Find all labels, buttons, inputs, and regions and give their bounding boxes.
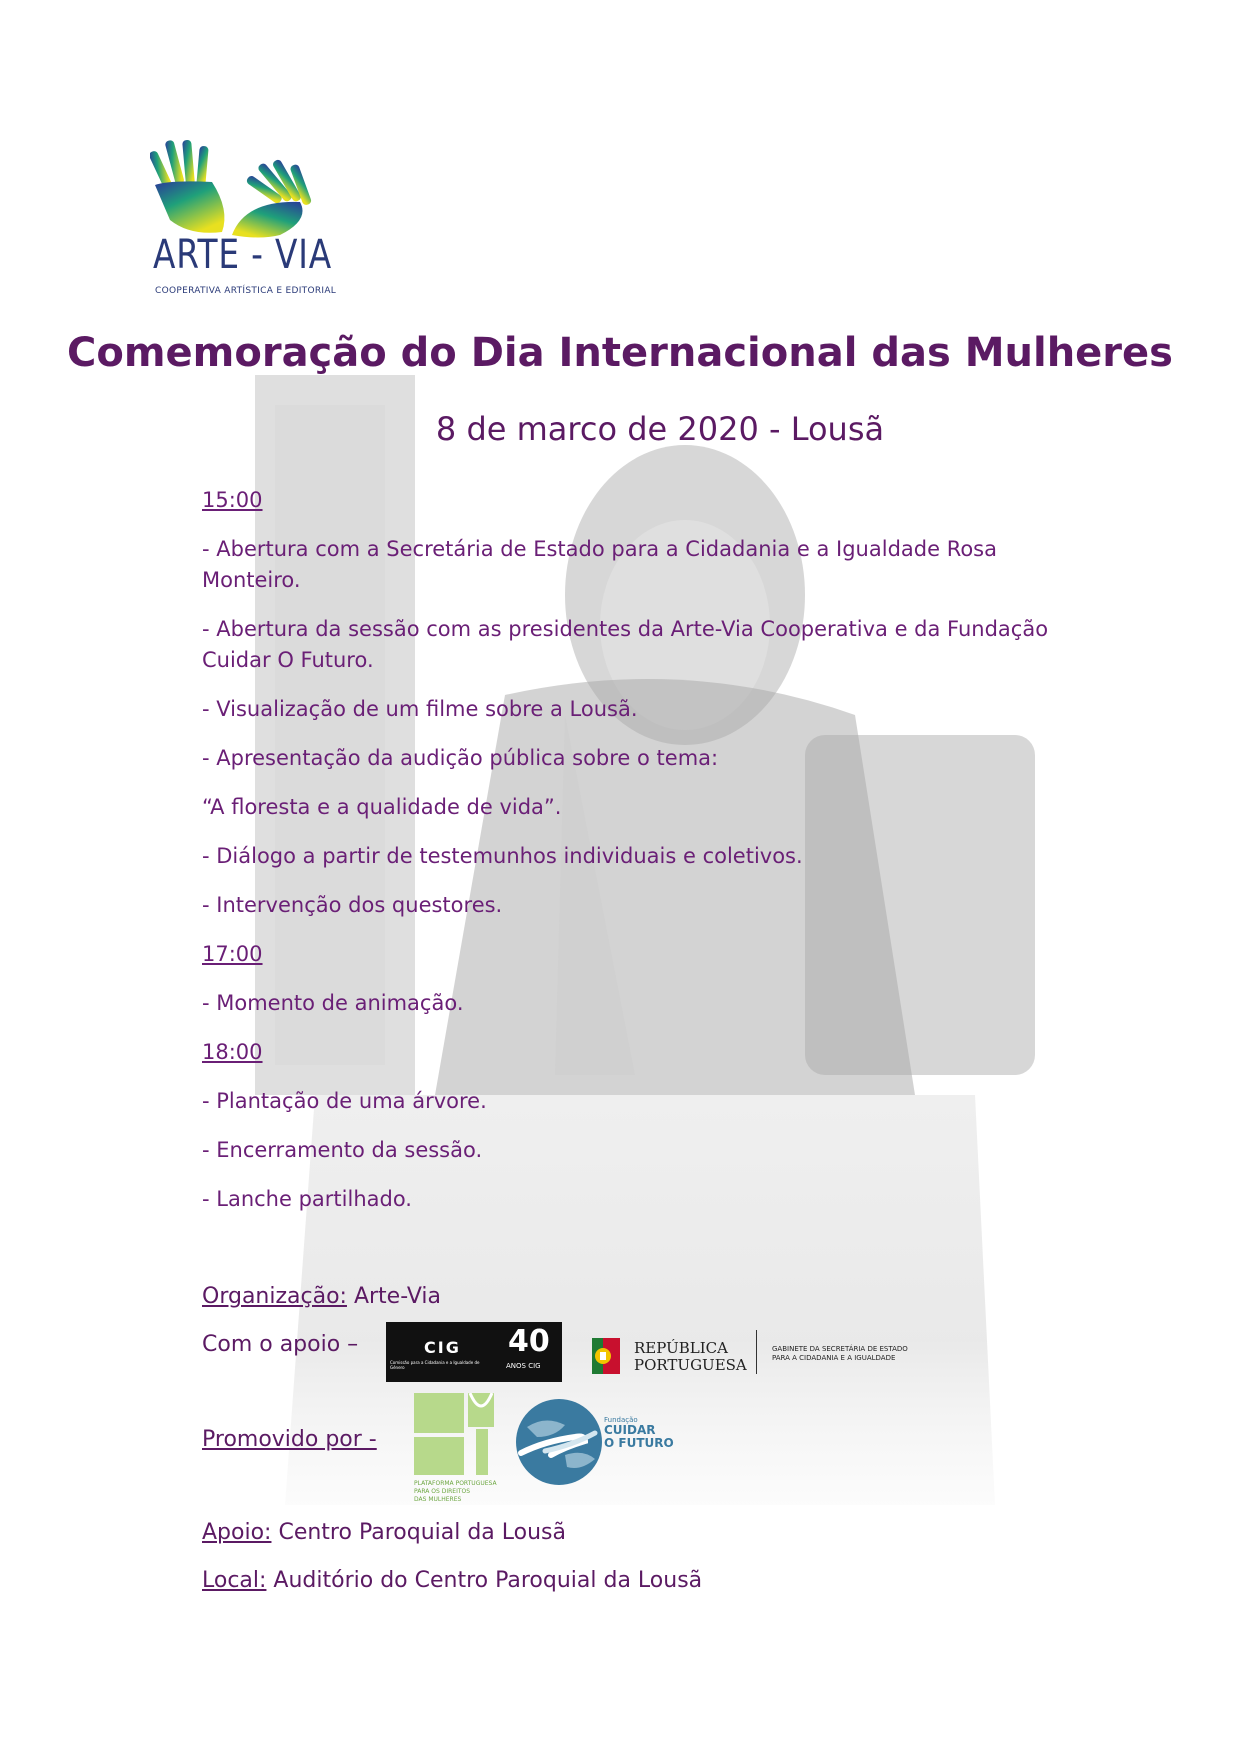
program-item: - Diálogo a partir de testemunhos individuais e coletivos.	[202, 844, 803, 868]
program-item: - Abertura da sessão com as presidentes da Arte-Via Cooperativa e da Fundação Cuidar O Futuro.	[202, 617, 1049, 672]
apoio-label: Apoio:	[202, 1520, 272, 1545]
plataforma-logo-mark	[414, 1393, 494, 1475]
program-item: - Apresentação da audição pública sobre o tema:	[202, 746, 719, 770]
page-title: Comemoração do Dia Internacional das Mulheres	[67, 330, 1173, 376]
apoio-value: Centro Paroquial da Lousã	[271, 1520, 566, 1545]
promoted-label: Promovido por -	[202, 1427, 377, 1452]
fundacao-line2: O FUTURO	[604, 1436, 674, 1450]
gabinete-line1: GABINETE DA SECRETÁRIA DE ESTADO	[772, 1345, 908, 1353]
gabinete-line2: PARA A CIDADANIA E A IGUALDADE	[772, 1354, 896, 1362]
logo-tagline: COOPERATIVA ARTÍSTICA E EDITORIAL	[155, 286, 337, 296]
anos-number: 40	[508, 1324, 550, 1359]
local-line	[202, 1568, 702, 1593]
logo-divider	[756, 1330, 757, 1374]
support-label: Com o apoio –	[202, 1332, 359, 1357]
cig-logo	[386, 1322, 562, 1382]
program-item: - Visualização de um filme sobre a Lousã.	[202, 697, 638, 721]
program	[202, 485, 1062, 1233]
program-item: - Plantação de uma árvore.	[202, 1089, 487, 1113]
plataforma-text	[414, 1480, 497, 1504]
plataforma-line1: PLATAFORMA PORTUGUESA	[414, 1480, 497, 1487]
plataforma-line3: DAS MULHERES	[414, 1496, 462, 1503]
local-label: Local:	[202, 1568, 267, 1593]
gabinete-text	[772, 1345, 908, 1363]
republica-logo	[634, 1340, 747, 1374]
program-item: - Intervenção dos questores.	[202, 893, 503, 917]
logo-wordmark: ARTE - VIA	[153, 232, 333, 278]
program-item: - Momento de animação.	[202, 991, 464, 1015]
organization-label: Organização:	[202, 1284, 347, 1309]
fundacao-small: Fundação	[604, 1416, 638, 1424]
program-item: - Encerramento da sessão.	[202, 1138, 483, 1162]
cig-text: CIG	[424, 1338, 461, 1357]
organization-value: Arte-Via	[346, 1284, 442, 1309]
time-label: 18:00	[202, 1040, 263, 1064]
page-subtitle: 8 de marco de 2020 - Lousã	[435, 410, 885, 448]
promoted-line	[202, 1427, 377, 1452]
republica-line2: PORTUGUESA	[634, 1356, 747, 1374]
program-item: “A floresta e a qualidade de vida”.	[202, 795, 562, 819]
republica-line1: REPÚBLICA	[634, 1339, 728, 1357]
organization-line	[202, 1284, 441, 1309]
local-value: Auditório do Centro Paroquial da Lousã	[266, 1568, 703, 1593]
portugal-coat-of-arms-icon	[592, 1338, 620, 1374]
cig-subtitle: Comissão para a Cidadania e a Igualdade de Género	[390, 1360, 480, 1370]
program-item: - Lanche partilhado.	[202, 1187, 412, 1211]
time-label: 15:00	[202, 488, 263, 512]
program-item: - Abertura com a Secretária de Estado para a Cidadania e a Igualdade Rosa Monteiro.	[202, 537, 997, 592]
fundacao-text	[604, 1416, 674, 1450]
globe-hands-icon	[515, 1397, 603, 1487]
anos-text: ANOS CIG	[506, 1362, 541, 1370]
time-label: 17:00	[202, 942, 263, 966]
fundacao-line1: CUIDAR	[604, 1423, 656, 1437]
apoio-line	[202, 1520, 566, 1545]
plataforma-line2: PARA OS DIREITOS	[414, 1488, 471, 1495]
